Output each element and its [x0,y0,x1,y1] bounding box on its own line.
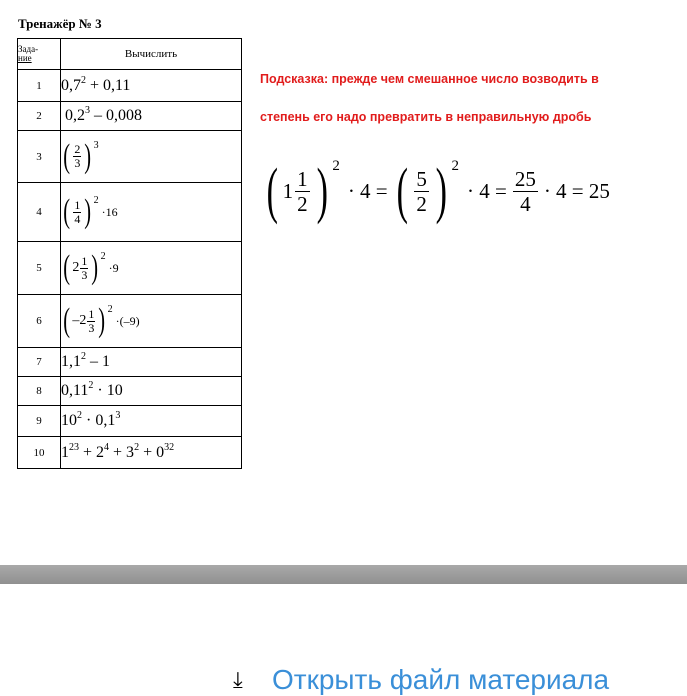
table-row [18,295,242,348]
task-number: 9 [18,406,61,437]
page-title: Тренажёр № 3 [18,16,102,31]
expr-exponent: 3 [93,139,99,151]
expr-exponent: 2 [134,441,140,453]
download-icon[interactable]: ⤓ [233,668,243,693]
expr-exponent: 2 [77,410,82,421]
task-expression [61,102,242,131]
task-expression: ( $\frac{1}{4}$ ) 2 ·16 [61,183,242,242]
expr-exponent: 32 [164,441,175,453]
task-column-header [18,39,61,70]
hint-line-1: Подсказка: прежде чем смешанное число возводить в [260,72,599,86]
fraction [87,308,95,335]
expr-exponent: 2 [100,251,106,262]
numerator: 1 [74,197,81,212]
mixed-whole: –2 [72,313,87,328]
expr-base: 0,7 [61,76,81,94]
numerator: 2 [74,142,81,156]
task-header-line1: Зада- [18,44,39,54]
numerator: 25 [514,166,536,191]
task-number: 5 [18,242,61,295]
expr-exponent: 2 [88,380,94,391]
mixed-whole: 2 [72,260,80,275]
expr-rest: – 1 [86,353,110,370]
formula-text: · 4 = [347,178,388,203]
table-row [18,348,242,377]
formula-fraction [414,167,429,216]
formula-exponent: 2 [451,158,459,174]
numerator: 1 [81,253,88,268]
formula-exponent: 2 [332,158,340,174]
expr-term: + 0 [139,443,165,461]
fraction [73,143,81,170]
expr-exponent: 3 [85,105,90,116]
task-number: 7 [18,348,61,377]
expr-multiplier: ·16 [101,204,118,219]
denominator: 3 [81,267,88,282]
expr-rest: · 10 [93,382,123,399]
numerator: 5 [416,166,427,191]
task-expression: ( 2 $\frac{1}{3}$ ) 2 ·9 [61,242,242,295]
task-number: 10 [18,437,61,469]
denominator: 4 [74,211,81,226]
expr-term: 1 [61,443,69,461]
expr-multiplier: ·9 [108,260,119,275]
denominator: 2 [416,191,427,216]
formula-whole: 1 [282,178,294,203]
task-number: 4 [18,183,61,242]
expr-exponent: 2 [81,351,86,362]
separator-bar [0,565,687,584]
expr-base: 0,2 [65,107,85,124]
task-expression [61,348,242,377]
task-expression [61,70,242,102]
denominator: 3 [74,156,81,170]
formula-text: · 4 = 25 [543,178,610,203]
expr-exponent: 23 [69,441,79,453]
table-row [18,183,242,242]
expr-exponent: 4 [104,441,110,453]
task-number: 6 [18,295,61,348]
task-number: 8 [18,377,61,406]
task-expression: ( $\frac{2}{3}$ ) 3 [61,131,242,183]
table-row [18,102,242,131]
expr-exponent: 3 [115,410,121,421]
expr-exponent: 2 [81,74,86,86]
expr-base: 0,11 [61,382,89,399]
numerator: 1 [88,306,95,321]
hint-line-2: степень его надо превратить в неправильную дробь [260,110,592,124]
task-expression [61,406,242,437]
expr-rest: + 0,11 [86,76,131,94]
table-row [18,377,242,406]
expr-multiplier: ·(–9) [115,313,140,328]
numerator: 1 [297,166,308,191]
expr-operator: · [82,412,96,429]
expr-exponent: 2 [93,195,99,206]
open-material-link[interactable]: Открыть файл материала [272,664,610,695]
table-row [18,70,242,102]
expr-rest: – 0,008 [90,107,142,124]
expr-term: + 3 [109,443,135,461]
formula-text: · 4 = [466,178,507,203]
table-row [18,437,242,469]
expr-term: 0,1 [95,412,116,429]
denominator: 2 [297,191,308,216]
table-header [18,39,242,70]
table-row [18,242,242,295]
formula-fraction [295,167,310,216]
task-header-line2: ние [18,53,32,63]
expr-exponent: 2 [107,304,113,315]
expr-base: 1,1 [61,353,81,370]
denominator: 3 [88,320,95,335]
task-expression [61,377,242,406]
task-number: 3 [18,131,61,183]
task-number: 2 [18,102,61,131]
task-number: 1 [18,70,61,102]
fraction [80,255,88,282]
task-expression [61,437,242,469]
example-formula: ( 1 $\frac{1}{2}$ ) 2 · 4 = ( $\frac{5}{2}$ ) 2 · 4 = $\frac{25}{4}$ · 4 = 25 [266,157,610,225]
expr-term: 10 [61,412,77,429]
task-table [17,38,242,469]
task-expression: ( –2 $\frac{1}{3}$ ) 2 ·(–9) [61,295,242,348]
table-row [18,131,242,183]
expr-term: + 2 [79,443,105,461]
formula-fraction [513,167,538,216]
denominator: 4 [520,191,531,216]
compute-column-header: Вычислить [61,39,242,70]
table-row [18,406,242,437]
fraction [73,199,81,226]
